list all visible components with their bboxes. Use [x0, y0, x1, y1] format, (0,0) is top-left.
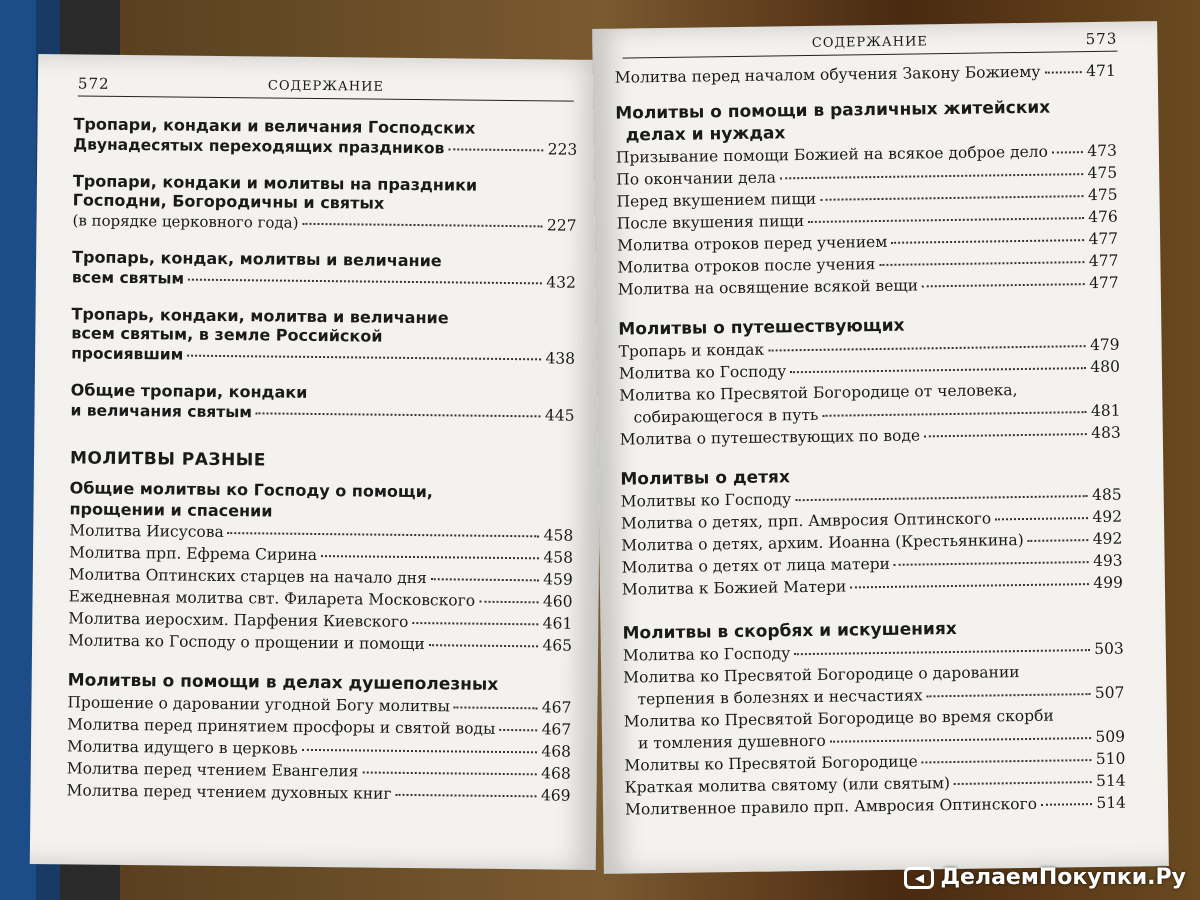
toc-entry-title: Краткая молитва святому (или святым) [624, 774, 951, 797]
toc-page-number: 507 [1094, 683, 1125, 703]
leader-dots [479, 601, 539, 604]
right-page [592, 21, 1169, 874]
leader-dots [830, 737, 1092, 743]
toc-page-number: 479 [1089, 335, 1120, 355]
toc-entry-title: Молитвенное правило прп. Амвросия Оптинского [624, 794, 1038, 819]
leader-dots [891, 239, 1084, 244]
leader-dots [499, 729, 537, 731]
toc-entry-title: терпения в болезнях и несчастиях [637, 686, 923, 709]
toc-entry-title: Молитва перед началом обучения Закону Божиему [614, 62, 1041, 87]
watermark-text: ДелаемПокупки.Ру [940, 865, 1186, 890]
toc-page-number: 481 [1090, 401, 1121, 421]
leader-dots [822, 411, 1087, 417]
section-title: Молитвы о путешествующих [618, 315, 905, 340]
block-line: Господни, Богородичны и святых [72, 190, 385, 213]
block-line: всем святым [71, 268, 185, 288]
toc-page-number: 459 [543, 570, 573, 589]
toc-page-number: 492 [1092, 529, 1123, 549]
toc-entry-title: Молитва прп. Ефрема Сирина [68, 543, 318, 565]
leader-dots [794, 649, 1090, 655]
section-title [615, 96, 1117, 147]
section-title: МОЛИТВЫ РАЗНЫЕ [69, 448, 267, 471]
toc-page-number: 432 [546, 273, 576, 292]
toc-page-number: 473 [1087, 141, 1118, 161]
running-head [78, 76, 574, 101]
toc-page-number: 514 [1095, 771, 1126, 791]
toc-entry [66, 779, 570, 806]
toc-page-number: 503 [1094, 639, 1124, 659]
toc-entry-title: Молитва о детях от лица матери [621, 554, 891, 577]
toc-entry-title: собирающегося в путь [633, 405, 819, 427]
leader-dots [850, 583, 1089, 588]
block-line: Тропарь, кондаки, молитва и величание [71, 304, 449, 328]
toc-entry-title: Молитва отроков перед учением [617, 232, 888, 255]
toc-page-number: 499 [1093, 573, 1124, 593]
toc-entry-title: Молитва ко Господу [618, 362, 787, 383]
toc-entry-title: Молитва о путешествующих по воде [619, 426, 921, 449]
toc-entry-title: Молитва ко Пресвятой Богородице во время скорби [623, 706, 1054, 731]
block-line: Тропари, кондаки и молитвы на праздники [72, 171, 478, 195]
toc-entry-title: Молитва о детях, прп. Амвросия Оптинского [620, 509, 992, 533]
toc-entry-title: Молитва Оптинских старцев на начало дня [68, 565, 427, 588]
toc-content [66, 114, 577, 806]
toc-entry-title: Молитва ко Господу о прощении и помощи [68, 631, 425, 654]
toc-page-number: 514 [1096, 793, 1127, 813]
section-title: Молитвы о детях [620, 467, 790, 490]
block-line: просиявшим [71, 344, 184, 364]
toc-entry-title: Молитва перед принятием просфоры и святой воды [67, 715, 496, 738]
toc-page-number: 458 [543, 526, 574, 545]
leader-dots [431, 578, 539, 581]
leader-dots [924, 433, 1087, 437]
toc-entry-title: Молитва идущего в церковь [66, 737, 298, 758]
toc-page-number: 468 [541, 742, 572, 761]
toc-entry-title: Тропарь и кондак [618, 340, 765, 361]
toc-entry-title: Молитва ко Господу [622, 644, 791, 665]
toc-page-number: 438 [545, 349, 576, 368]
toc-entry-title: Молитва о детях, архим. Иоанна (Крестьянкина) [621, 531, 1024, 555]
leader-dots [995, 517, 1088, 520]
block-line: Общие тропари, кондаки [70, 380, 308, 402]
subsection-title [69, 477, 573, 524]
leader-dots [922, 283, 1085, 287]
block-note: (в порядке церковного года) [72, 211, 299, 232]
toc-block [72, 171, 577, 236]
toc-entry-title: По окончании дела [616, 168, 777, 189]
toc-page-number: 493 [1092, 551, 1123, 571]
toc-entry-title: Молитва иеросхим. Парфения Киевского [68, 609, 409, 631]
subsection-line: прощении и спасении [69, 499, 273, 521]
toc-page-number: 223 [547, 140, 578, 159]
leader-dots [362, 771, 537, 775]
cart-logo-icon: ◀ [904, 867, 934, 889]
toc-entry-title: и томления душевного [637, 731, 826, 753]
leader-dots [768, 345, 1086, 351]
block-line: Тропарь, кондак, молитвы и величание [72, 247, 442, 271]
subsection-line: Общие молитвы ко Господу о помощи, [69, 478, 434, 502]
running-head [622, 29, 1118, 59]
leader-dots [922, 759, 1092, 763]
page-number: 572 [77, 74, 110, 93]
toc-page-number: 467 [541, 698, 572, 717]
leader-dots [894, 561, 1089, 566]
leader-dots [228, 532, 540, 537]
leader-dots [820, 195, 1084, 201]
toc-entry-title: Молитва отроков после учения [617, 255, 876, 277]
leader-dots [954, 781, 1092, 785]
toc-entry [615, 60, 1116, 89]
left-page [30, 54, 604, 870]
toc-page-number: 510 [1095, 749, 1126, 769]
toc-page-number: 467 [541, 720, 572, 739]
toc-block [72, 247, 576, 293]
toc-list [66, 691, 571, 806]
toc-block [73, 114, 577, 160]
toc-page-number: 483 [1091, 423, 1121, 443]
toc-list [616, 140, 1119, 301]
leader-dots [1041, 803, 1092, 806]
toc-entry [68, 629, 572, 656]
leader-dots [795, 495, 1088, 501]
toc-entry-title: Молитва перед чтением духовных книг [66, 781, 392, 803]
toc-list [623, 638, 1126, 821]
running-head-title: СОДЕРЖАНИЕ [267, 78, 385, 95]
toc-entry-title: Молитва Иисусова [69, 521, 224, 542]
toc-page-number: 477 [1089, 273, 1119, 293]
toc-entry-title: Прошение о даровании угодной Богу молитвы [67, 693, 450, 716]
leader-dots [429, 644, 539, 647]
block-line: Двунадесятых переходящих праздников [73, 135, 445, 158]
leader-dots [1028, 539, 1089, 542]
block-line: всем святым, в земле Российской [71, 323, 383, 346]
watermark [904, 865, 1186, 890]
toc-block [70, 380, 574, 426]
toc-list [68, 519, 573, 656]
toc-page-number: 509 [1095, 727, 1126, 747]
page-number: 573 [1085, 29, 1118, 49]
toc-page-number: 461 [542, 614, 573, 633]
toc-list [621, 484, 1123, 601]
toc-page-number: 227 [546, 216, 577, 235]
toc-entry-title: Призывание помощи Божией на всякое доброе дело [615, 142, 1049, 167]
toc-content [615, 60, 1126, 821]
toc-list [618, 334, 1120, 451]
leader-dots [927, 693, 1091, 697]
toc-page-number: 460 [542, 592, 573, 611]
block-line: и величания святым [70, 401, 253, 422]
toc-page-number: 475 [1087, 185, 1118, 205]
toc-page-number: 477 [1088, 229, 1119, 249]
toc-entry-title: Молитвы ко Пресвятой Богородице [624, 752, 918, 775]
toc-page-number: 480 [1090, 357, 1121, 377]
toc-page-number: 477 [1088, 251, 1119, 271]
toc-entry-title: После вкушения пищи [616, 212, 805, 233]
leader-dots [808, 217, 1084, 223]
leader-dots [321, 555, 539, 559]
section-line: Молитвы о помощи в различных житейских [615, 97, 1051, 124]
toc-page-number: 475 [1087, 163, 1118, 183]
block-line: Тропари, кондаки и величания Господских [73, 114, 476, 138]
leader-dots [790, 367, 1086, 373]
toc-page-number: 471 [1086, 61, 1116, 81]
toc-page-number: 458 [543, 548, 574, 567]
toc-page-number: 469 [540, 786, 571, 805]
leader-dots [780, 173, 1084, 179]
toc-page-number: 468 [541, 764, 571, 783]
leader-dots [879, 261, 1084, 266]
section-line: делах и нуждах [625, 123, 786, 146]
toc-page-number: 445 [544, 406, 575, 425]
toc-entry-title: Молитва ко Пресвятой Богородице о даровании [623, 663, 1020, 687]
toc-page-number: 476 [1088, 207, 1118, 227]
toc-entry-title: Ежедневная молитва свт. Филарета Московского [68, 587, 476, 610]
toc-entry-title: Перед вкушением пищи [616, 189, 817, 211]
toc-block [71, 304, 576, 369]
toc-entry-title: Молитва на освящение всякой вещи [617, 276, 919, 299]
section-title: Молитвы в скорбях и искушениях [622, 618, 957, 644]
toc-entry-title: Молитва перед чтением Евангелия [66, 759, 359, 781]
open-book [20, 25, 1200, 885]
toc-entry-title: Молитва ко Пресвятой Богородице от человека, [619, 381, 1018, 405]
toc-entry-title: Молитва к Божией Матери [621, 577, 847, 599]
leader-dots [1052, 151, 1083, 153]
toc-entry-title: Молитвы ко Господу [620, 490, 792, 511]
leader-dots [412, 622, 538, 625]
leader-dots [302, 749, 538, 753]
section-title: Молитвы о помощи в делах душеполезных [67, 670, 499, 695]
running-head-title: СОДЕРЖАНИЕ [811, 34, 928, 51]
toc-page-number: 492 [1092, 507, 1123, 527]
toc-page-number: 465 [542, 636, 573, 655]
toc-page-number: 485 [1091, 485, 1122, 505]
leader-dots [454, 706, 538, 709]
leader-dots [396, 794, 537, 797]
